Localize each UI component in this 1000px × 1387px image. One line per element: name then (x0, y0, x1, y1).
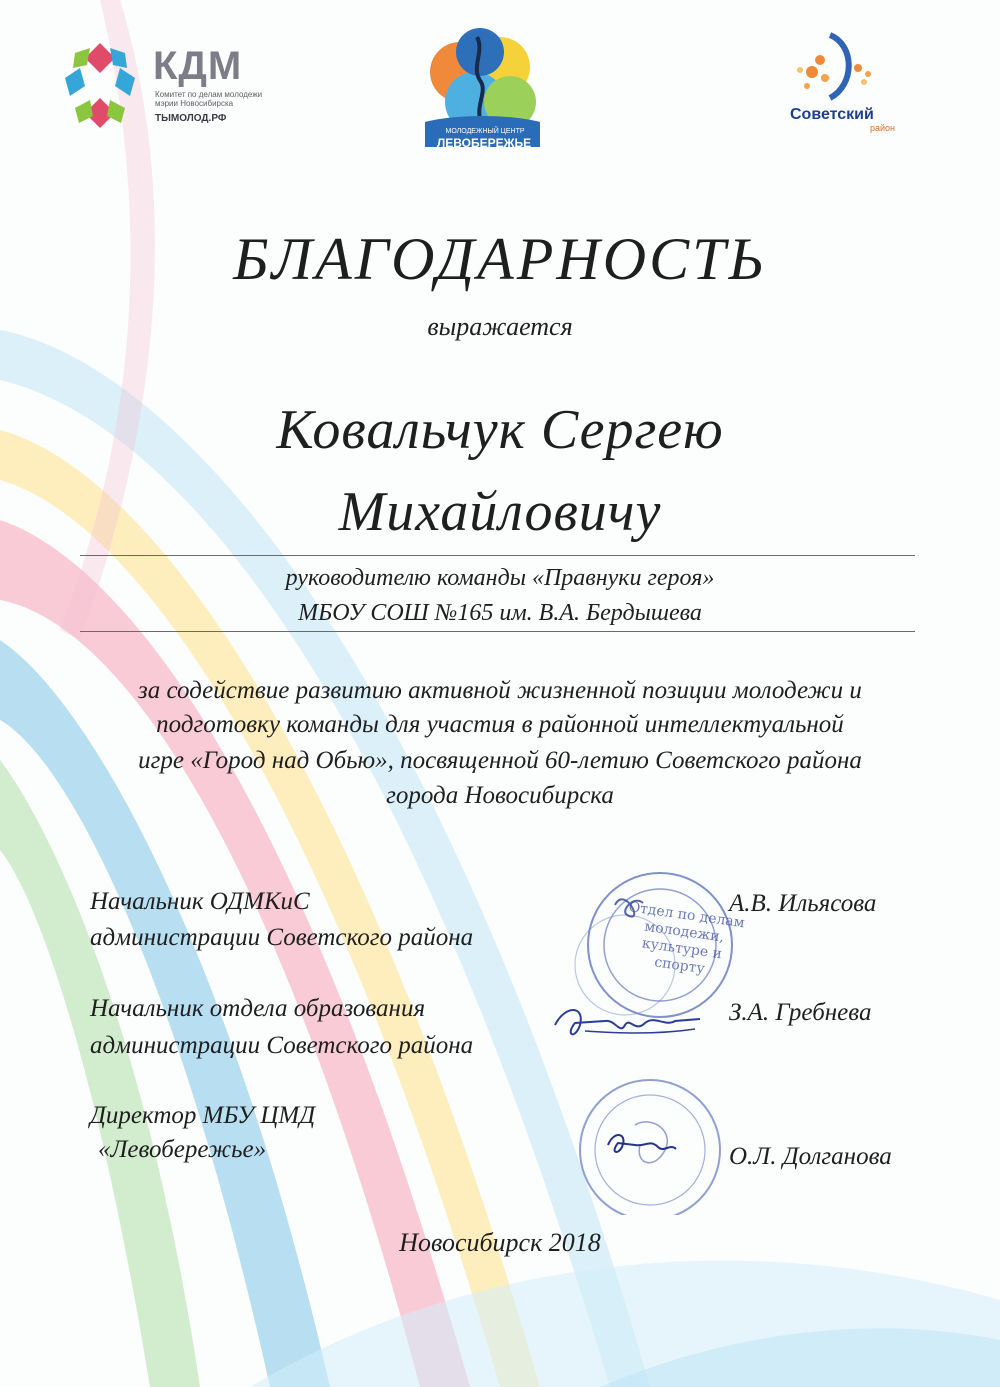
kdm-subtitle: Комитет по делам молодежи мэрии Новосибирска (155, 90, 263, 108)
signatory-title-line1: Директор МБУ ЦМД (90, 1102, 316, 1129)
sovetsky-emblem-icon (780, 30, 920, 105)
levoberezhye-name: ЛЕВОБЕРЕЖЬЕ (436, 136, 532, 150)
signatory-title-line1: Начальник отдела образования (90, 995, 426, 1022)
levoberezhye-logo (415, 22, 550, 154)
kdm-site: ТЫМОЛОД.РФ (155, 113, 227, 124)
kdm-title: КДМ (153, 44, 243, 88)
kdm-emblem-icon (55, 38, 145, 133)
recipient-role-line1: руководителю команды «Правнуки героя» (285, 565, 715, 591)
body-text-line: города Новосибирска (386, 782, 614, 809)
signatory-title-line2: администрации Советского района (90, 1032, 474, 1059)
signatory-name: З.А. Гребнева (729, 999, 872, 1026)
handwritten-signature-gr (545, 995, 705, 1055)
signatory-title-line1: Начальник ОДМКиС (90, 888, 310, 915)
signatory-name: А.В. Ильясова (729, 890, 877, 917)
kdm-logo (55, 38, 285, 138)
certificate-subtitle: выражается (427, 312, 573, 341)
body-text-line: подготовку команды для участия в районной интеллектуальной (156, 711, 844, 738)
body-text-line: за содействие развитию активной жизненной позиции молодежи и (138, 677, 862, 704)
certificate-title: БЛАГОДАРНОСТЬ (233, 226, 767, 292)
stamp-text: Отдел по делам молодежи, культуре и спорту (627, 899, 746, 978)
signatory-title-line2: «Левобережье» (98, 1136, 267, 1163)
footer-city-year: Новосибирск 2018 (399, 1228, 601, 1257)
body-text-line: игре «Город над Обью», посвященной 60-летию Советского района (138, 747, 862, 774)
divider-line (80, 555, 915, 556)
recipient-role-line2: МБОУ СОШ №165 им. В.А. Бердышева (298, 600, 702, 626)
signatory-name: О.Л. Долганова (729, 1143, 892, 1170)
signatory-title-line2: администрации Советского района (90, 924, 474, 951)
levoberezhye-top-text: МОЛОДЕЖНЫЙ ЦЕНТР (445, 128, 525, 135)
recipient-name-line2: Михайловичу (338, 481, 662, 543)
divider-line (80, 631, 915, 632)
sovetsky-logo (780, 30, 920, 140)
recipient-name-line1: Ковальчук Сергею (276, 399, 724, 461)
sovetsky-name: Советский (790, 106, 874, 123)
handwritten-signature-dl (600, 1125, 680, 1165)
sovetsky-sub: район (870, 123, 896, 133)
